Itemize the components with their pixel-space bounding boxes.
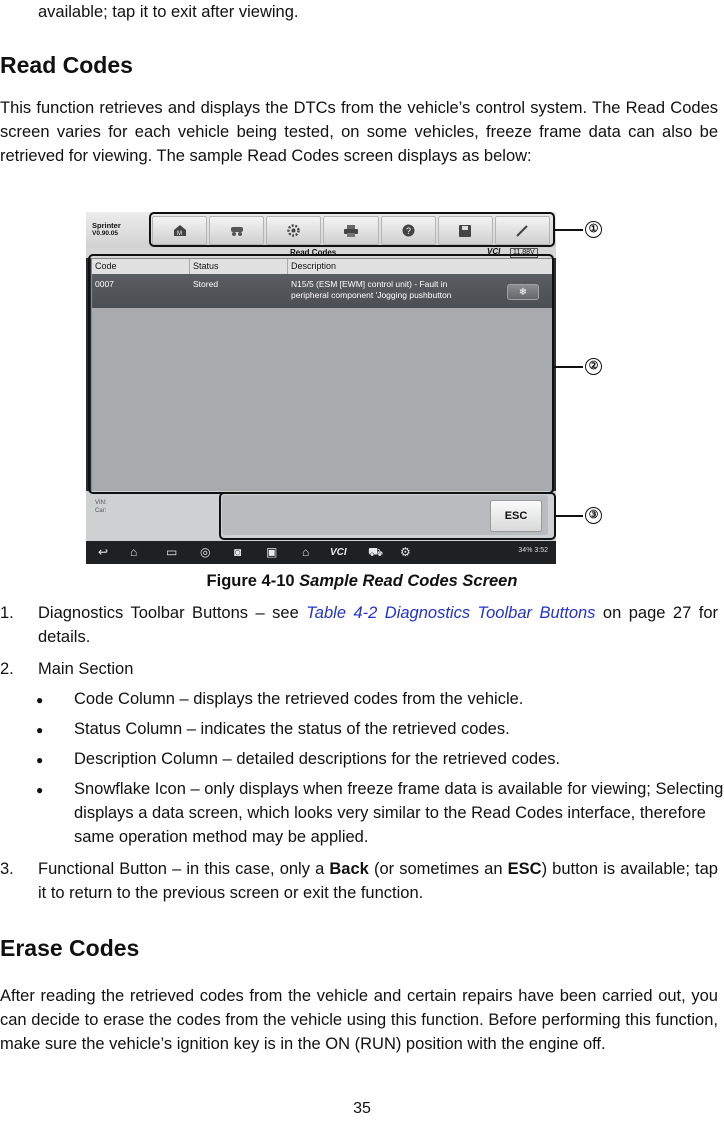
esc-keyword: ESC: [507, 860, 542, 878]
app-name: Sprinter: [92, 221, 121, 230]
vci-icon[interactable]: VCI: [330, 547, 347, 558]
recent-apps-icon[interactable]: ▭: [166, 545, 178, 559]
callout-box-1: [149, 212, 555, 247]
description-line1: N15/5 (ESM [EWM] control unit) - Fault in: [291, 279, 448, 289]
callout-box-3: [219, 492, 556, 540]
status-column-header: Status: [190, 259, 288, 274]
item-1-text-b: on page 27 for details.: [38, 604, 718, 646]
vci-badge: VCI: [487, 247, 501, 256]
vin-label: VIN:: [95, 500, 107, 506]
description-line2: peripheral component 'Jogging pushbutton: [291, 290, 452, 300]
item-3-text-b: (or sometimes an: [368, 860, 508, 878]
screen-title: Read Codes: [290, 248, 337, 257]
svg-text:M: M: [176, 231, 182, 237]
home-icon[interactable]: ⌂: [130, 545, 138, 559]
bullet-icon: ●: [36, 693, 44, 707]
esc-button[interactable]: ESC: [490, 500, 542, 532]
page-number: 35: [353, 1100, 371, 1117]
code-cell: 0007: [95, 279, 114, 289]
vehicle-info: [95, 499, 107, 515]
remote-icon[interactable]: ⚙: [400, 545, 411, 559]
read-codes-paragraph: This function retrieves and displays the DTCs from the vehicle’s control system. The Read Codes screen varies for each vehicle being tested, on some vehicles, freeze frame data can also be retrieved for viewing. The sample Read Codes screen displays as below:: [0, 99, 718, 165]
item-1-number: 1.: [0, 604, 14, 622]
item-3-text-a: Functional Button – in this case, only a: [38, 860, 330, 878]
callout-line-3: [554, 515, 583, 517]
navigation-bar: [86, 541, 556, 564]
bullet-item: Snowflake Icon – only displays when freeze frame data is available for viewing; Selecting displays a data screen, which looks very similar to the Read Codes interface, therefore same operation method may be applied.: [74, 780, 724, 846]
callout-line-1: [553, 229, 583, 231]
description-column-header: Description: [288, 259, 552, 274]
bullet-icon: ●: [36, 783, 44, 797]
callout-number-1: ①: [585, 221, 602, 238]
item-1-text: [38, 601, 718, 649]
car-label: Car:: [95, 508, 107, 514]
browser-icon[interactable]: ◎: [200, 545, 211, 559]
callout-line-2: [552, 366, 583, 368]
camera-icon[interactable]: ◙: [234, 545, 242, 559]
table-link[interactable]: Table 4-2 Diagnostics Toolbar Buttons: [306, 604, 596, 622]
item-3-number: 3.: [0, 860, 14, 878]
item-2-text: Main Section: [38, 660, 134, 678]
app-version: V0.90.05: [92, 230, 119, 237]
intro-line: available; tap it to exit after viewing.: [38, 3, 299, 21]
item-2-number: 2.: [0, 660, 14, 678]
item-3-text: [38, 857, 718, 905]
callout-number-3: ③: [585, 507, 602, 524]
status-cell: Stored: [193, 279, 219, 289]
erase-codes-paragraph: After reading the retrieved codes from the vehicle and certain repairs have been carried out, you can decide to erase the codes from the vehicle using this function. Before performing this function, make sure the vehicle’s ignition key is in the ON (RUN) position with the engine off.: [0, 987, 718, 1053]
caption-number: Figure 4-10: [206, 572, 295, 590]
maxisys-home-icon[interactable]: ⌂: [302, 545, 310, 559]
screen-record-icon[interactable]: ▣: [266, 545, 278, 559]
read-codes-heading: Read Codes: [0, 52, 133, 78]
bullet-item: Description Column – detailed descriptions for the retrieved codes.: [74, 750, 561, 768]
back-icon[interactable]: ↩: [98, 545, 109, 559]
item-3-text-c: ) button is available; tap it to return to the previous screen or exit the function.: [38, 860, 718, 902]
snowflake-icon: ❄: [518, 286, 528, 298]
bullet-icon: ●: [36, 723, 44, 737]
vehicle-icon[interactable]: ⛟: [368, 545, 384, 559]
item-1-text-a: Diagnostics Toolbar Buttons – see: [38, 604, 307, 622]
bullet-icon: ●: [36, 753, 44, 767]
bullet-item: Code Column – displays the retrieved codes from the vehicle.: [74, 690, 524, 708]
caption-title: Sample Read Codes Screen: [299, 572, 518, 590]
code-column-header: Code: [92, 259, 190, 274]
bullet-item: Status Column – indicates the status of the retrieved codes.: [74, 720, 510, 738]
status-readout: 34% 3:52: [518, 547, 548, 554]
svg-text:?: ?: [405, 226, 411, 236]
voltage-readout: 11.88V: [510, 248, 538, 258]
back-keyword: Back: [329, 860, 369, 878]
figure-caption: [0, 572, 724, 591]
callout-number-2: ②: [585, 358, 602, 375]
erase-codes-heading: Erase Codes: [0, 935, 140, 961]
callout-box-2: [88, 254, 554, 494]
